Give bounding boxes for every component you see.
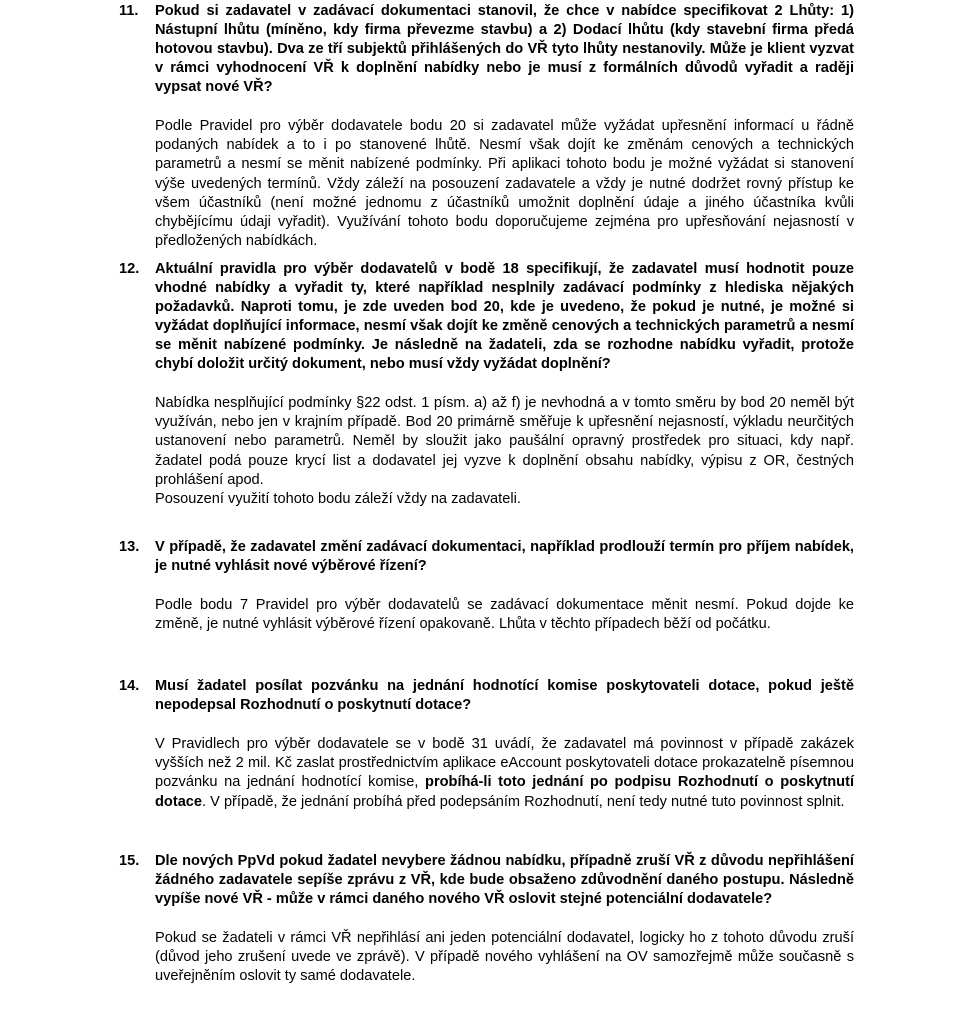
question-text: Dle nových PpVd pokud žadatel nevybere žádnou nabídku, případně zruší VŘ z důvodu nepřihlášení žádného zadavatele sepíše zprávu z VŘ, kde bude obsaženo zdůvodnění daného postupu. Následně vypíše nové VŘ - může v rámci daného nového VŘ oslovit stejné potenciální dodavatele? (155, 853, 854, 907)
faq-item-11 (119, 2, 854, 251)
question-text-part2: Dva ze tří subjektů přihlášených do VŘ tyto lhůty nestanovily. Může je klient vyzvat v rámci vyhodnocení VŘ k doplnění nabídky nebo je musí z formálních důvodů vyřadit a raději vypsat nové VŘ? (155, 41, 854, 95)
question-text: Musí žadatel posílat pozvánku na jednání hodnotící komise poskytovateli dotace, pokud ještě nepodepsal Rozhodnutí o poskytnutí dotace? (155, 678, 854, 713)
answer-text (155, 735, 854, 812)
answer-text-bold: probíhá-li toto jednání po podpisu Rozhodnutí o poskytnutí dotace (155, 774, 855, 810)
item-number: 15. (119, 853, 140, 869)
answer-text-2: Posouzení využití tohoto bodu záleží vždy na zadavateli. (155, 491, 521, 508)
question-text (155, 2, 854, 97)
item-number: 13. (119, 539, 140, 555)
faq-item-15 (119, 852, 854, 987)
answer-text-part2: . V případě, že jednání probíhá před podepsáním Rozhodnutí, není tedy nutné tuto povinnost splnit. (202, 793, 845, 810)
question-text: Aktuální pravidla pro výběr dodavatelů v bodě 18 specifikují, že zadavatel musí hodnotit pouze vhodné nabídky a vyřadit ty, které například nesplnily zadávací podmínky z hlediska nějakých požadavků. Naproti tomu, je zde uveden bod 20, kde je uvedeno, že pokud je nutné, je možné si vyžádat doplňující informace, nesmí však dojít ke změně cenových a technických parametrů a nesmí se měnit nabízené podmínky. Je následně na žadateli, zda se rozhodne nabídku vyřadit, protože chybí doložit určitý dokument, nebo musí vždy vyžádat doplnění? (155, 261, 854, 372)
item-number: 12. (119, 261, 140, 277)
faq-item-14 (119, 677, 854, 812)
answer-text: Podle bodu 7 Pravidel pro výběr dodavatelů se zadávací dokumentace měnit nesmí. Pokud dojde ke změně, je nutné vyhlásit výběrové řízení opakovaně. Lhůta v těchto případech běží od počátku. (155, 597, 854, 633)
answer-text: Podle Pravidel pro výběr dodavatele bodu 20 si zadavatel může vyžádat upřesnění informací u řádně podaných nabídek a to i po stanovené lhůtě. Nesmí však dojít ke změnám cenových a technických parametrů a nesmí se měnit nabízené podmínky. Při aplikaci tohoto bodu je možné vyžádat si stanovení výše uvedených termínů. Vždy záleží na posouzení zadavatele a vždy je nutné dodržet rovný přístup ke všem účastníků (není možné jednomu z účastníků umožnit doplnění údaje a jiného účastníka kvůli chybějícímu údaji vyřadit). Využívání tohoto bodu doporučujeme zejména pro upřesňování nejasností v předložených nabídkách. (155, 118, 854, 250)
faq-item-12 (119, 260, 854, 509)
answer-text: Pokud se žadateli v rámci VŘ nepřihlásí ani jeden potenciální dodavatel, logicky ho z tohoto důvodu zruší (důvod jeho zrušení uvede ve zprávě). V případě nového vyhlášení na OV samozřejmě může současně s uveřejněním oslovit ty samé dodavatele. (155, 930, 854, 985)
question-text: V případě, že zadavatel změní zadávací dokumentaci, například prodlouží termín pro příjem nabídek, je nutné vyhlásit nové výběrové řízení? (155, 539, 854, 574)
faq-item-13 (119, 538, 854, 634)
item-number: 11. (119, 3, 139, 19)
item-number: 14. (119, 678, 140, 694)
answer-text-part1: V Pravidlech pro výběr dodavatele se v bodě 31 uvádí, že zadavatel má povinnost v případě zakázek vyšších než 2 mil. Kč zaslat prostřednictvím aplikace eAccount poskytovateli dotace prokazatelně písemnou pozvánku na jednání hodnotící komise, (155, 736, 854, 791)
answer-text: Nabídka nesplňující podmínky §22 odst. 1 písm. a) až f) je nevhodná a v tomto směru by bod 20 neměl být využíván, nebo jen v krajním případě. Bod 20 primárně směřuje k upřesnění nejasností, výkladu neurčitých ustanovení nebo parametrů. Neměl by sloužit jako paušální opravný prostředek pro situaci, kdy např. žadatel podá pouze krycí list a dodavatel jej vyzve k doplnění obsahu nabídky, výpisu z OR, čestných prohlášení apod. (155, 395, 854, 488)
question-text-part1: Pokud si zadavatel v zadávací dokumentaci stanovil, že chce v nabídce specifikovat 2 Lhůty: 1) Nástupní lhůtu (míněno, kdy firma převezme stavbu) a 2) Dodací lhůtu (kdy stavební firma předá hotovou stavbu). (155, 3, 854, 57)
